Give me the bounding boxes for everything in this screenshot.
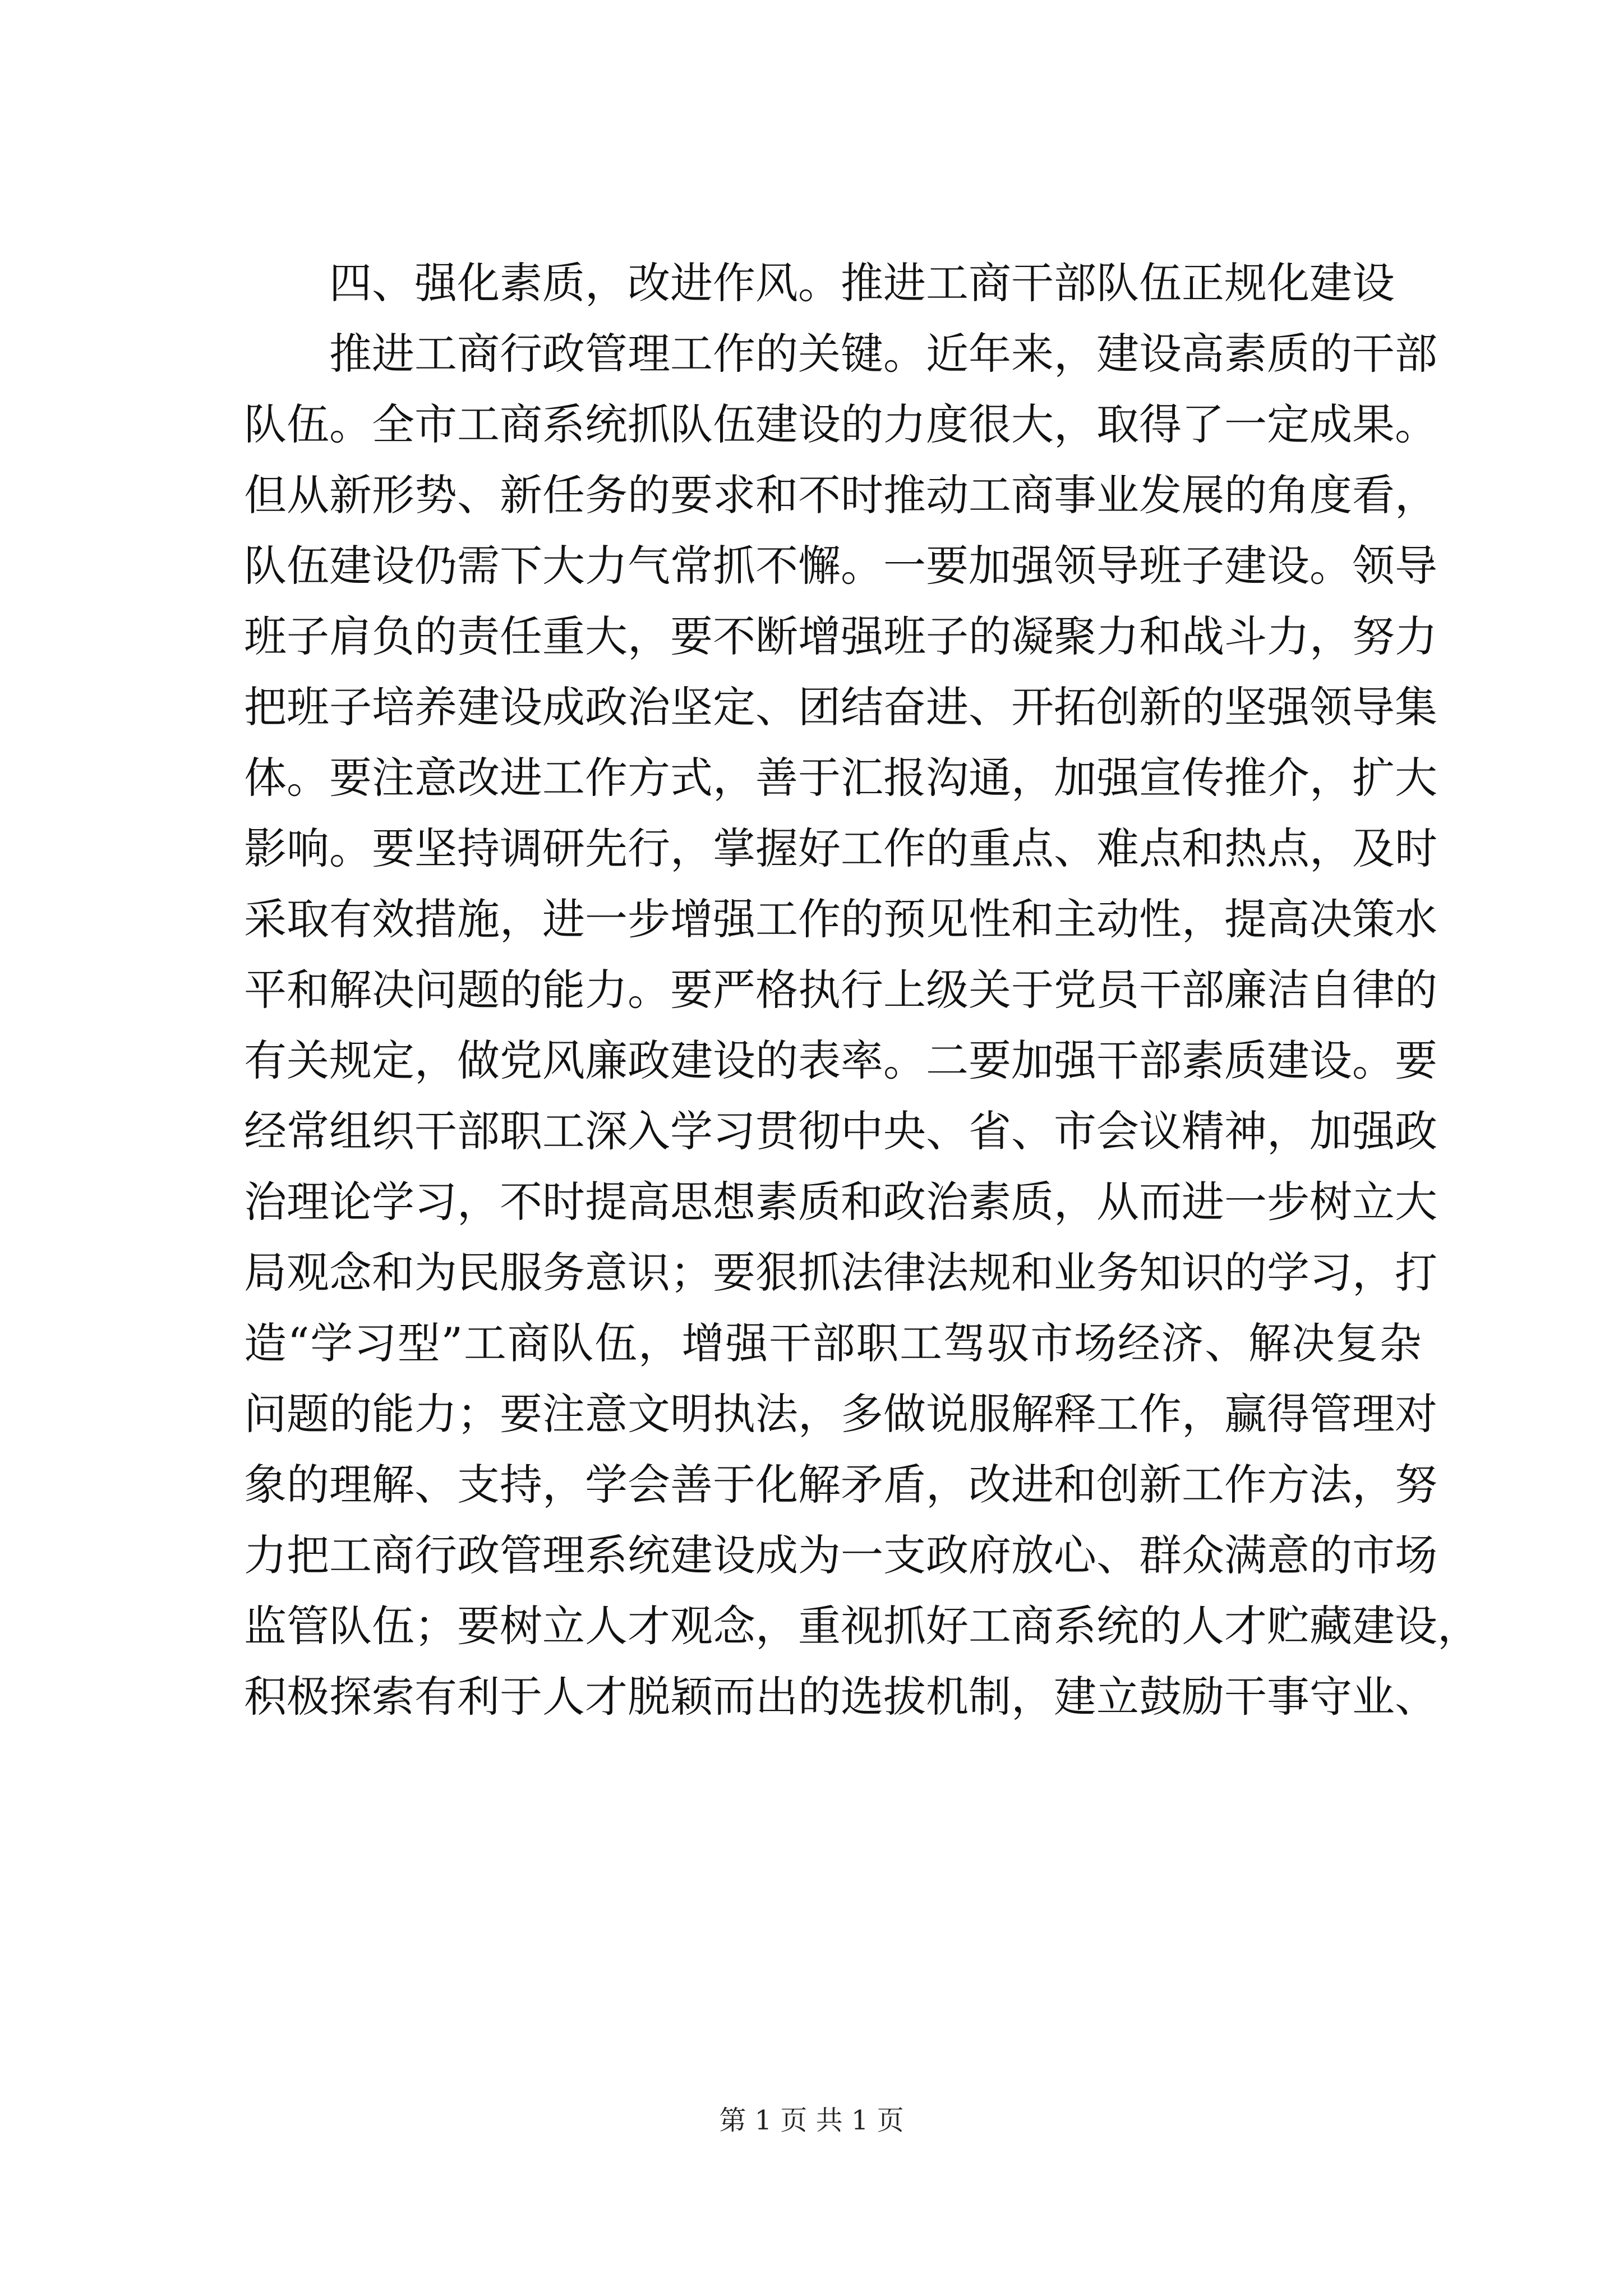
paragraph-line: 有关规定，做党风廉政建设的表率。二要加强干部素质建设。要 [244, 1036, 1437, 1085]
paragraph-line: 队伍建设仍需下大力气常抓不懈。一要加强领导班子建设。领导 [244, 541, 1437, 591]
paragraph-line: 象的理解、支持，学会善于化解矛盾，改进和创新工作方法，努 [244, 1460, 1437, 1510]
paragraph-line: 把班子培养建设成政治坚定、团结奋进、开拓创新的坚强领导集 [244, 682, 1437, 732]
paragraph-line: 但从新形势、新任务的要求和不时推动工商事业发展的角度看， [244, 470, 1437, 520]
paragraph-line: 采取有效措施，进一步增强工作的预见性和主动性，提高决策水 [244, 894, 1437, 944]
paragraph-line: 力把工商行政管理系统建设成为一支政府放心、群众满意的市场 [244, 1530, 1437, 1580]
paragraph-line: 局观念和为民服务意识；要狠抓法律法规和业务知识的学习，打 [244, 1248, 1437, 1297]
paragraph-line: 影响。要坚持调研先行，掌握好工作的重点、难点和热点，及时 [244, 823, 1437, 873]
paragraph-line: 积极探索有利于人才脱颖而出的选拔机制，建立鼓励干事守业、 [244, 1672, 1437, 1722]
paragraph-line: 治理论学习，不时提高思想素质和政治素质，从而进一步树立大 [244, 1177, 1437, 1227]
paragraph-line: 推进工商行政管理工作的关键。近年来，建设高素质的干部 [329, 329, 1437, 379]
paragraph-line: 造“学习型”工商队伍，增强干部职工驾驭市场经济、解决复杂 [244, 1318, 1422, 1368]
paragraph-line: 平和解决问题的能力。要严格执行上级关于党员干部廉洁自律的 [244, 965, 1437, 1015]
page-footer: 第 1 页 共 1 页 [719, 2105, 904, 2136]
paragraph-line: 经常组织干部职工深入学习贯彻中央、省、市会议精神，加强政 [244, 1106, 1437, 1156]
section-heading: 四、强化素质，改进作风。推进工商干部队伍正规化建设 [329, 258, 1395, 308]
paragraph-line: 班子肩负的责任重大，要不断增强班子的凝聚力和战斗力，努力 [244, 611, 1437, 661]
paragraph-line: 问题的能力；要注意文明执法，多做说服解释工作，赢得管理对 [244, 1389, 1437, 1439]
paragraph-line: 队伍。全市工商系统抓队伍建设的力度很大，取得了一定成果。 [244, 399, 1437, 449]
paragraph-line: 体。要注意改进工作方式，善于汇报沟通，加强宣传推介，扩大 [244, 753, 1437, 803]
paragraph-line: 监管队伍；要树立人才观念，重视抓好工商系统的人才贮藏建设， [244, 1601, 1480, 1651]
